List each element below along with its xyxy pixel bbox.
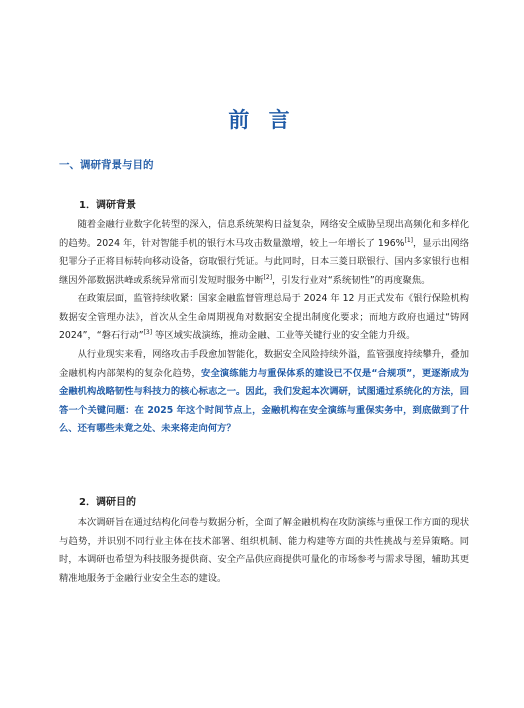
paragraph-industry-reality bbox=[59, 346, 469, 439]
subsection-heading-background: 1．调研背景 bbox=[79, 200, 136, 211]
paragraph-threat-trends bbox=[59, 216, 469, 290]
section-heading-background-purpose: 一、调研背景与目的 bbox=[59, 159, 154, 171]
page-title: 前 言 bbox=[228, 108, 296, 132]
paragraph-purpose: 本次调研旨在通过结构化问卷与数据分析，全面了解金融机构在攻防演练与重保工作方面的现状与趋势，并识别不同行业主体在技术部署、组织机制、能力构建等方面的共性挑战与差异策略。同时，本调研也希望为科技服务提供商、安全产品供应商提供可量化的市场参考与需求导图，辅助其更精准地服务于金融行业安全生态的建设。 bbox=[59, 517, 469, 584]
paragraph-text: 随着金融行业数字化转型的深入，信息系统架构日益复杂，网络安全威胁呈现出高频化和多样化的趋势。2024 年，针对智能手机的银行木马攻击数量激增，较上一年增长了 196% bbox=[59, 219, 469, 249]
paragraph-policy bbox=[59, 290, 469, 346]
citation-ref: [3] bbox=[143, 329, 153, 336]
paragraph-text: 在政策层面，监管持续收紧：国家金融监督管理总局于 2024 年 12 月正式发布《银行保险机构数据安全管理办法》，首次从全生命周期视角对数据安全提出制度化要求；而地方政府也通过“铸网 2024”，“磐石行动” bbox=[59, 293, 469, 341]
citation-ref: [2] bbox=[263, 273, 273, 281]
paragraph-text: ，引发行业对“系统韧性”的再度聚焦。 bbox=[272, 274, 431, 286]
paragraph-text: 等区域实战演练，推动金融、工业等关键行业的安全能力升级。 bbox=[152, 330, 416, 341]
highlighted-text: 安全演练能力与重保体系的建设已不仅是“合规项”，更逐渐成为金融机构战略韧性与科技力的核心标志之一。因此，我们发起本次调研，试图通过系统化的方法，回答一个关键问题：在 2025 年这个时间节点上，金融机构在安全演练与重保实务中，到底做到了什么、还有哪些未竟之处、未来将走向何方？ bbox=[59, 367, 469, 434]
paragraph-text: ，显示出网络犯罪分子正将目标转向移动设备，窃取银行凭证。与此同时，日本三菱日联银行、国内多家银行也相继因外部数据洪峰或系统异常而引发短时服务中断 bbox=[59, 237, 469, 286]
paragraph-text: 从行业现实来看，网络攻击手段愈加智能化，数据安全风险持续外溢，监管强度持续攀升，叠加金融机构内部架构的复杂化趋势， bbox=[59, 349, 469, 379]
subsection-heading-purpose: 2．调研目的 bbox=[79, 497, 136, 508]
citation-ref: [1] bbox=[404, 236, 413, 244]
